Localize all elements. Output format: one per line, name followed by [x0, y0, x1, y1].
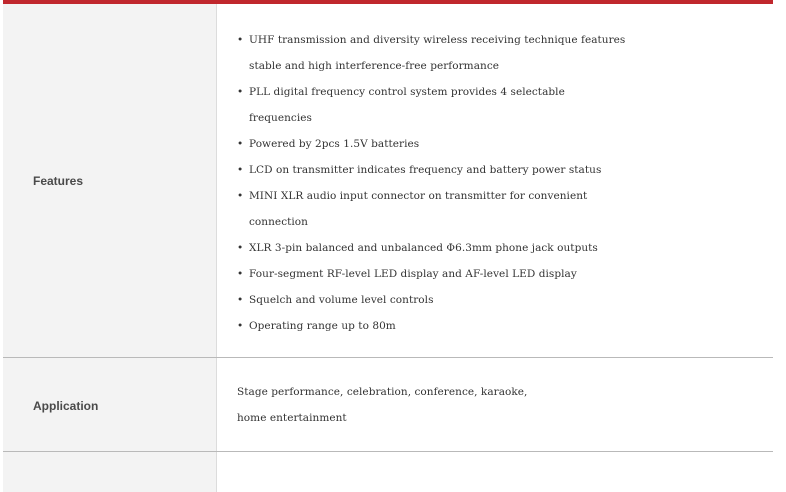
application-line: Stage performance, celebration, conference, karaoke, — [237, 386, 528, 398]
application-text — [217, 358, 773, 451]
features-label: Features — [3, 4, 217, 357]
feature-line: • Squelch and volume level controls — [237, 287, 773, 313]
feature-line: • Four-segment RF-level LED display and AF-level LED display — [237, 261, 773, 287]
features-list — [217, 4, 773, 357]
feature-line: • MINI XLR audio input connector on transmitter for convenient — [237, 183, 773, 209]
spec-table — [3, 4, 773, 492]
feature-line: • XLR 3-pin balanced and unbalanced Φ6.3mm phone jack outputs — [237, 235, 773, 261]
bullet-icon: • — [237, 190, 244, 202]
feature-line: • UHF transmission and diversity wireless receiving technique features — [237, 27, 773, 53]
bullet-icon: • — [237, 242, 244, 254]
feature-line-continuation: frequencies — [249, 112, 312, 124]
bullet-icon: • — [237, 164, 244, 176]
application-row — [3, 358, 773, 452]
next-row-value — [217, 452, 773, 492]
bullet-icon: • — [237, 268, 244, 280]
feature-line-continuation: stable and high interference-free performance — [249, 60, 500, 72]
feature-line: • PLL digital frequency control system provides 4 selectable — [237, 79, 773, 105]
application-label: Application — [3, 358, 217, 451]
bullet-icon: • — [237, 294, 244, 306]
next-row — [3, 452, 773, 492]
feature-line-continuation: connection — [249, 216, 308, 228]
application-line: home entertainment — [237, 412, 347, 424]
feature-line: • LCD on transmitter indicates frequency and battery power status — [237, 157, 773, 183]
bullet-icon: • — [237, 86, 244, 98]
bullet-icon: • — [237, 138, 244, 150]
bullet-icon: • — [237, 320, 244, 332]
next-row-label — [3, 452, 217, 492]
features-row — [3, 4, 773, 358]
feature-line: • Operating range up to 80m — [237, 313, 773, 339]
bullet-icon: • — [237, 34, 244, 46]
feature-line: • Powered by 2pcs 1.5V batteries — [237, 131, 773, 157]
